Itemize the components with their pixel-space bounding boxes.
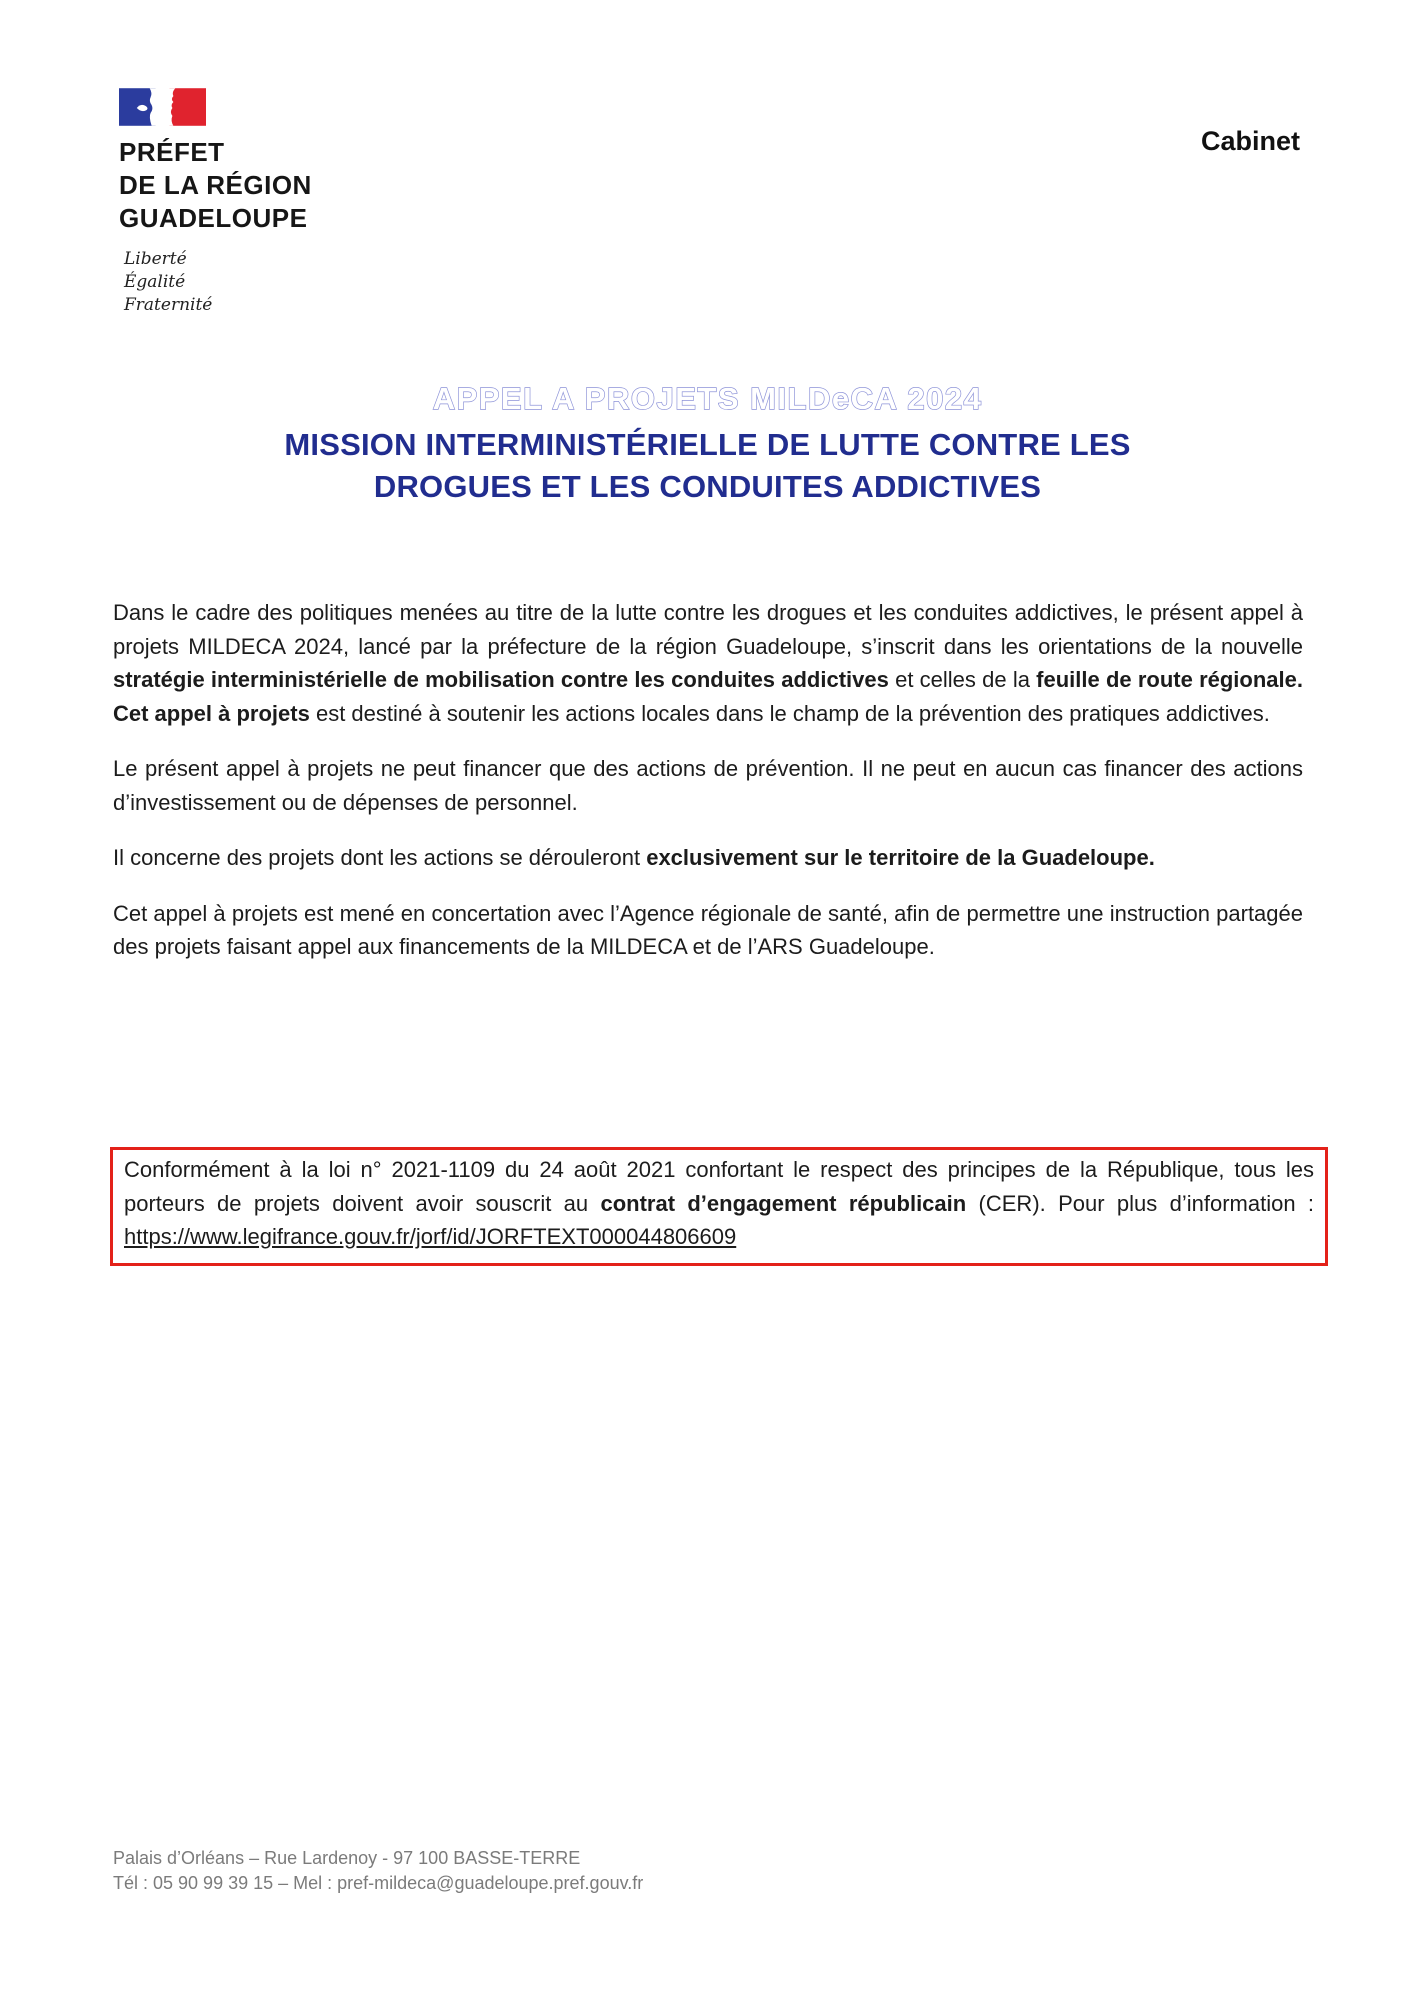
text-segment: (CER). Pour plus d’information :: [966, 1190, 1314, 1216]
text-segment: Conformément à la loi n° 2021-1109 du 24 août 2021 confortant le respect des principes de la République, tous les porteurs de projets doivent avoir souscrit au: [124, 1157, 1314, 1216]
republic-motto: [124, 248, 312, 317]
text-segment: est destiné à soutenir les actions locales dans le champ de la prévention des pratiques addictives.: [309, 700, 1270, 726]
footer: [113, 1846, 643, 1896]
footer-address: Palais d’Orléans – Rue Lardenoy - 97 100 BASSE-TERRE: [113, 1848, 581, 1868]
paragraph-financing-rules: [113, 752, 1303, 819]
motto-fraternite: Fraternité: [124, 295, 213, 315]
logo-line-2: DE LA RÉGION: [119, 170, 312, 200]
text-segment: et celles de la: [888, 667, 1037, 692]
mission-heading-line-1: MISSION INTERMINISTÉRIELLE DE LUTTE CONTRE LES: [284, 427, 1131, 462]
logo-line-1: PRÉFET: [119, 137, 225, 167]
paragraph-ars-concertation: [113, 897, 1303, 964]
text-segment: Le présent appel à projets ne peut financer que des actions de prévention. Il ne peut en aucun cas financer des actions d’investissement ou de dépenses de personnel.: [113, 756, 1303, 815]
text-segment: Dans le cadre des politiques menées au titre de la lutte contre les drogues et les conduites addictives, le présent appel à projets MILDECA 2024, lancé par la préfecture de la région Guadeloupe, s’inscrit dans les orientations de la nouvelle: [113, 600, 1303, 659]
text-segment: Il concerne des projets dont les actions se dérouleront: [113, 845, 647, 870]
prefecture-logo-block: [119, 88, 312, 317]
title-block: [0, 381, 1415, 508]
bold-text: contrat d’engagement républicain: [600, 1190, 967, 1216]
footer-contact: Tél : 05 90 99 39 15 – Mel : pref-mildeca@guadeloupe.pref.gouv.fr: [113, 1873, 644, 1893]
document-body: [113, 596, 1303, 986]
department-label: Cabinet: [1200, 126, 1300, 156]
mission-heading: [0, 424, 1415, 508]
prefecture-name: [119, 136, 312, 235]
bold-text: feuille de route régionale. Cet appel à projets: [113, 667, 1303, 726]
french-flag-marianne-icon: [119, 88, 206, 126]
call-for-projects-title: APPEL A PROJETS MILDeCA 2024: [432, 381, 983, 416]
paragraph-context: [113, 596, 1303, 730]
legifrance-link[interactable]: https://www.legifrance.gouv.fr/jorf/id/JORFTEXT000044806609: [124, 1224, 737, 1249]
logo-line-3: GUADELOUPE: [119, 203, 308, 233]
motto-egalite: Égalité: [124, 272, 186, 292]
bold-text: stratégie interministérielle de mobilisation contre les conduites addictives: [113, 667, 889, 692]
motto-liberte: Liberté: [124, 249, 187, 269]
paragraph-territory: [113, 841, 1303, 875]
bold-text: exclusivement sur le territoire de la Guadeloupe.: [646, 845, 1155, 870]
legal-notice-box: [110, 1147, 1328, 1266]
mission-heading-line-2: DROGUES ET LES CONDUITES ADDICTIVES: [373, 469, 1042, 504]
text-segment: Cet appel à projets est mené en concertation avec l’Agence régionale de santé, afin de permettre une instruction partagée des projets faisant appel aux financements de la MILDECA et de l’ARS Guadeloupe.: [113, 900, 1303, 959]
